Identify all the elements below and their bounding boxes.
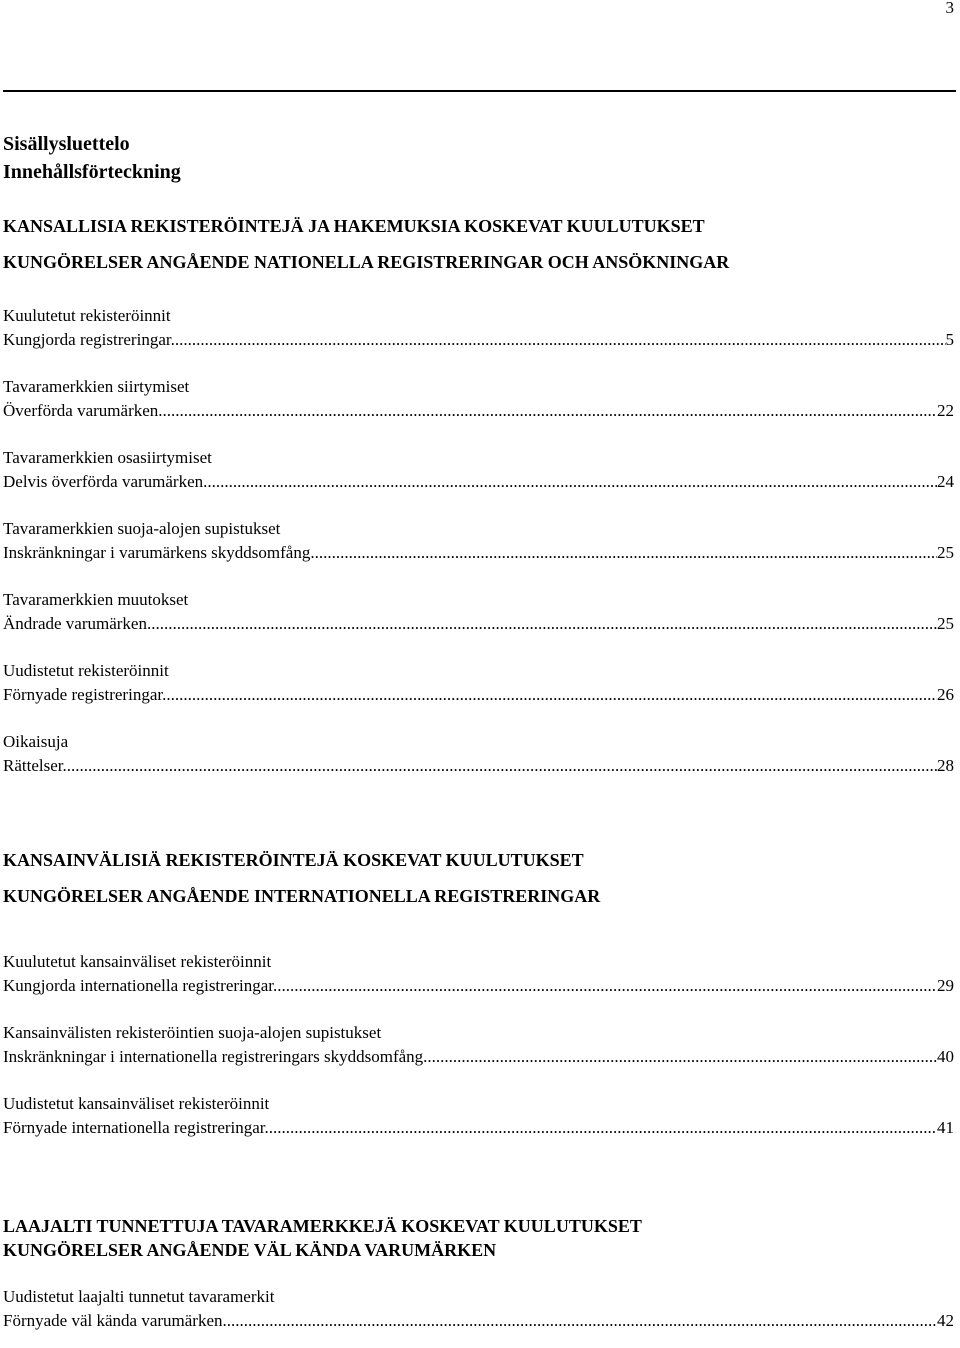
section-heading-fi: LAAJALTI TUNNETTUJA TAVARAMERKKEJÄ KOSKEVAT KUULUTUKSET xyxy=(3,1216,642,1236)
entry-label-sv: Ändrade varumärken ..... xyxy=(3,612,937,636)
section-heading-fi: KANSAINVÄLISIÄ REKISTERÖINTEJÄ KOSKEVAT KUULUTUKSET xyxy=(3,850,584,870)
section-heading-sv: KUNGÖRELSER ANGÅENDE INTERNATIONELLA REGISTRERINGAR xyxy=(3,886,601,906)
entry-page-number: 41 xyxy=(937,1118,954,1137)
entry-label-fi: Oikaisuja xyxy=(3,732,69,751)
toc-entry[interactable] xyxy=(3,375,954,423)
toc-entry[interactable] xyxy=(3,1092,954,1140)
entry-page-number: 22 xyxy=(937,401,954,420)
entry-label-sv: Förnyade registreringar ..... xyxy=(3,683,937,707)
entry-line-sv xyxy=(3,974,954,998)
section-heading-sv: KUNGÖRELSER ANGÅENDE NATIONELLA REGISTRERINGAR OCH ANSÖKNINGAR xyxy=(3,252,730,272)
entry-line-sv xyxy=(3,1309,954,1333)
entry-page-number: 29 xyxy=(937,976,954,995)
entry-label-sv: Kungjorda internationella registreringar ..... xyxy=(3,974,937,998)
section-international xyxy=(3,842,954,1140)
entry-line-sv xyxy=(3,612,954,636)
toc-entry[interactable] xyxy=(3,517,954,565)
entry-label-fi: Tavaramerkkien siirtymiset xyxy=(3,377,190,396)
toc-entry[interactable] xyxy=(3,304,954,352)
toc-entry[interactable] xyxy=(3,588,954,636)
toc-entry[interactable] xyxy=(3,446,954,494)
entry-line-sv xyxy=(3,470,954,494)
entry-page-number: 25 xyxy=(937,543,954,562)
entry-line-sv xyxy=(3,328,954,352)
entry-page-number: 25 xyxy=(937,614,954,633)
entry-label-fi: Tavaramerkkien suoja-alojen supistukset xyxy=(3,519,281,538)
entry-label-sv: Kungjorda registreringar ..... xyxy=(3,328,946,352)
toc-entry[interactable] xyxy=(3,659,954,707)
entry-page-number: 42 xyxy=(937,1311,954,1330)
entry-label-sv: Överförda varumärken ..... xyxy=(3,399,937,423)
entry-label-fi: Tavaramerkkien osasiirtymiset xyxy=(3,448,212,467)
toc-entry[interactable] xyxy=(3,1021,954,1069)
entry-label-fi: Uudistetut kansainväliset rekisteröinnit xyxy=(3,1094,270,1113)
entry-label-sv: Förnyade internationella registreringar ..... xyxy=(3,1116,937,1140)
toc-title xyxy=(3,130,954,186)
toc-title-fi: Sisällysluettelo xyxy=(3,133,130,155)
toc-title-sv: Innehållsförteckning xyxy=(3,161,181,183)
entry-label-sv: Delvis överförda varumärken ..... xyxy=(3,470,937,494)
entry-page-number: 40 xyxy=(937,1047,954,1066)
section-national xyxy=(3,208,954,778)
entry-label-sv: Inskränkningar i varumärkens skyddsomfång ..... xyxy=(3,541,937,565)
section-well-known-marks xyxy=(3,1214,954,1333)
entry-label-fi: Kuulutetut kansainväliset rekisteröinnit xyxy=(3,952,272,971)
entry-page-number: 26 xyxy=(937,685,954,704)
entry-label-fi: Kansainvälisten rekisteröintien suoja-alojen supistukset xyxy=(3,1023,382,1042)
entry-label-sv: Rättelser ..... xyxy=(3,754,937,778)
entry-label-fi: Tavaramerkkien muutokset xyxy=(3,590,189,609)
page-number: 3 xyxy=(945,0,954,17)
entry-page-number: 24 xyxy=(937,472,954,491)
entry-label-sv: Inskränkningar i internationella registreringars skyddsomfång ..... xyxy=(3,1045,937,1069)
entry-line-sv xyxy=(3,754,954,778)
section-heading-sv: KUNGÖRELSER ANGÅENDE VÄL KÄNDA VARUMÄRKEN xyxy=(3,1240,497,1260)
entry-line-sv xyxy=(3,683,954,707)
toc-entry[interactable] xyxy=(3,730,954,778)
entry-line-sv xyxy=(3,399,954,423)
entry-label-fi: Uudistetut laajalti tunnetut tavaramerkit xyxy=(3,1287,275,1306)
entry-page-number: 28 xyxy=(937,756,954,775)
toc-entry[interactable] xyxy=(3,950,954,998)
header-rule xyxy=(3,90,956,92)
toc-entry[interactable] xyxy=(3,1285,954,1333)
entry-line-sv xyxy=(3,1116,954,1140)
entry-label-sv: Förnyade väl kända varumärken ..... xyxy=(3,1309,937,1333)
entry-label-fi: Kuulutetut rekisteröinnit xyxy=(3,306,171,325)
entry-line-sv xyxy=(3,1045,954,1069)
table-of-contents xyxy=(3,130,954,1333)
section-heading-fi: KANSALLISIA REKISTERÖINTEJÄ JA HAKEMUKSIA KOSKEVAT KUULUTUKSET xyxy=(3,216,705,236)
entry-label-fi: Uudistetut rekisteröinnit xyxy=(3,661,169,680)
entry-page-number: 5 xyxy=(945,330,954,349)
entry-line-sv xyxy=(3,541,954,565)
